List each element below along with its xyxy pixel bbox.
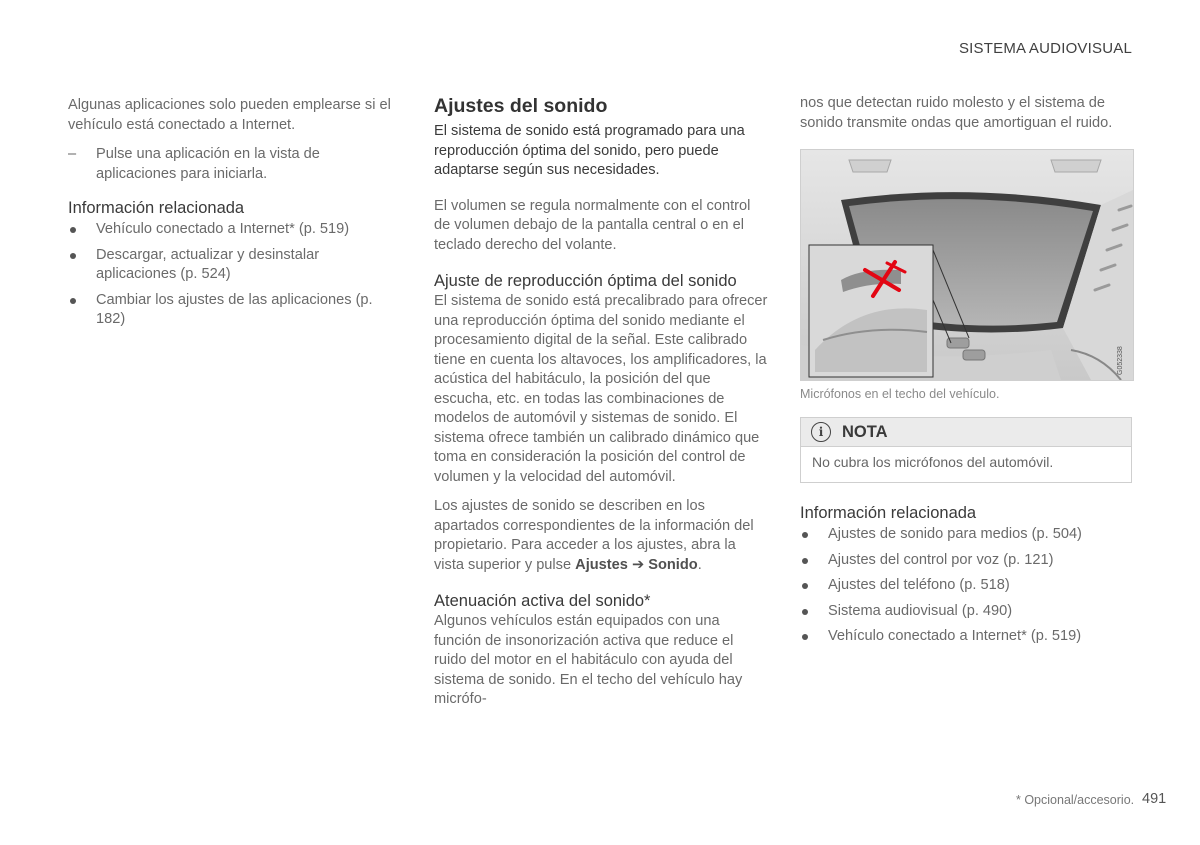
optimal-title: Ajuste de reproducción óptima del sonido [434,272,737,290]
step-list [68,145,400,184]
anc-text: Algunos vehículos están equipados con una función de insonorización activa que reduce el ruido del motor en el habitáculo con ayuda del sistema de sonido. En el techo del vehículo hay micrófo- [434,613,743,707]
roof-microphones-illustration [800,149,1134,381]
settings-body: Los ajustes de sonido se describen en los apartados correspondientes de la información del propietario. Para acceder a los ajustes, abra la vista superior y pulse [434,498,754,573]
related-link[interactable]: Vehículo conectado a Internet* (p. 519) [800,627,1134,647]
related-list [800,525,1134,647]
note-text: No cubra los micrófonos del automóvil. [812,454,1054,470]
related-title: Información relacionada [800,504,977,522]
related-link[interactable]: Ajustes del control por voz (p. 121) [800,551,1134,571]
related-link[interactable]: Cambiar los ajustes de las aplicaciones (p. 182) [68,291,400,330]
note-header [801,418,1131,447]
column-right [800,94,1134,647]
settings-path-ajustes: Ajustes [575,556,628,573]
step-item: – Pulse una aplicación en la vista de aplicaciones para iniciarla. [68,145,400,184]
page-number: 491 [1142,791,1167,807]
settings-path-sonido: Sonido [648,556,698,573]
column-left [68,94,400,330]
section-title: Ajustes del sonido [434,95,608,117]
section-header: SISTEMA AUDIOVISUAL [958,40,1132,57]
related-title: Información relacionada [68,199,245,217]
lead-text: El sistema de sonido está programado para una reproducción óptima del sonido, pero puede adaptarse según sus necesidades. [434,123,745,178]
column-middle [434,94,768,710]
figure-code: G052338 [1117,346,1124,375]
related-link[interactable]: Sistema audiovisual (p. 490) [800,602,1134,622]
info-icon: i [811,422,831,442]
related-link[interactable]: Vehículo conectado a Internet* (p. 519) [68,220,400,240]
car-roof-drawing [801,150,1133,380]
settings-text [434,497,768,575]
note-title: NOTA [842,422,888,441]
settings-end: . [697,556,702,573]
related-link[interactable]: Ajustes de sonido para medios (p. 504) [800,525,1134,545]
optimal-text: El sistema de sonido está precalibrado para ofrecer una reproducción óptima del sonido mediante el procesamiento digital de la señal. Este calibrado tiene en cuenta los altavoces, los amplificadores, la acústica del habitáculo, la posición del que escucha, etc. en todas las combinaciones de modelos de automóvil y sistemas de sonido. El sistema ofrece también un calibrado dinámico que toma en consideración la posición del control de volumen y la velocidad del automóvil. [434,293,768,485]
footnote: * Opcional/accesorio. [1016,793,1135,807]
figure-caption: Micrófonos en el techo del vehículo. [800,387,1000,401]
intro-text: Algunas aplicaciones solo pueden emplearse si el vehículo está conectado a Internet. [68,97,391,133]
related-link[interactable]: Descargar, actualizar y desinstalar aplicaciones (p. 524) [68,246,400,285]
volume-text: El volumen se regula normalmente con el control de volumen debajo de la pantalla central o en el teclado derecho del volante. [434,197,751,253]
anc-title: Atenuación activa del sonido* [434,592,651,610]
arrow-right-icon: ➔ [631,556,645,573]
continuation-text: nos que detectan ruido molesto y el sistema de sonido transmite ondas que amortiguan el ruido. [800,95,1113,131]
related-list [68,220,400,330]
note-box [800,417,1132,483]
related-link[interactable]: Ajustes del teléfono (p. 518) [800,576,1134,596]
